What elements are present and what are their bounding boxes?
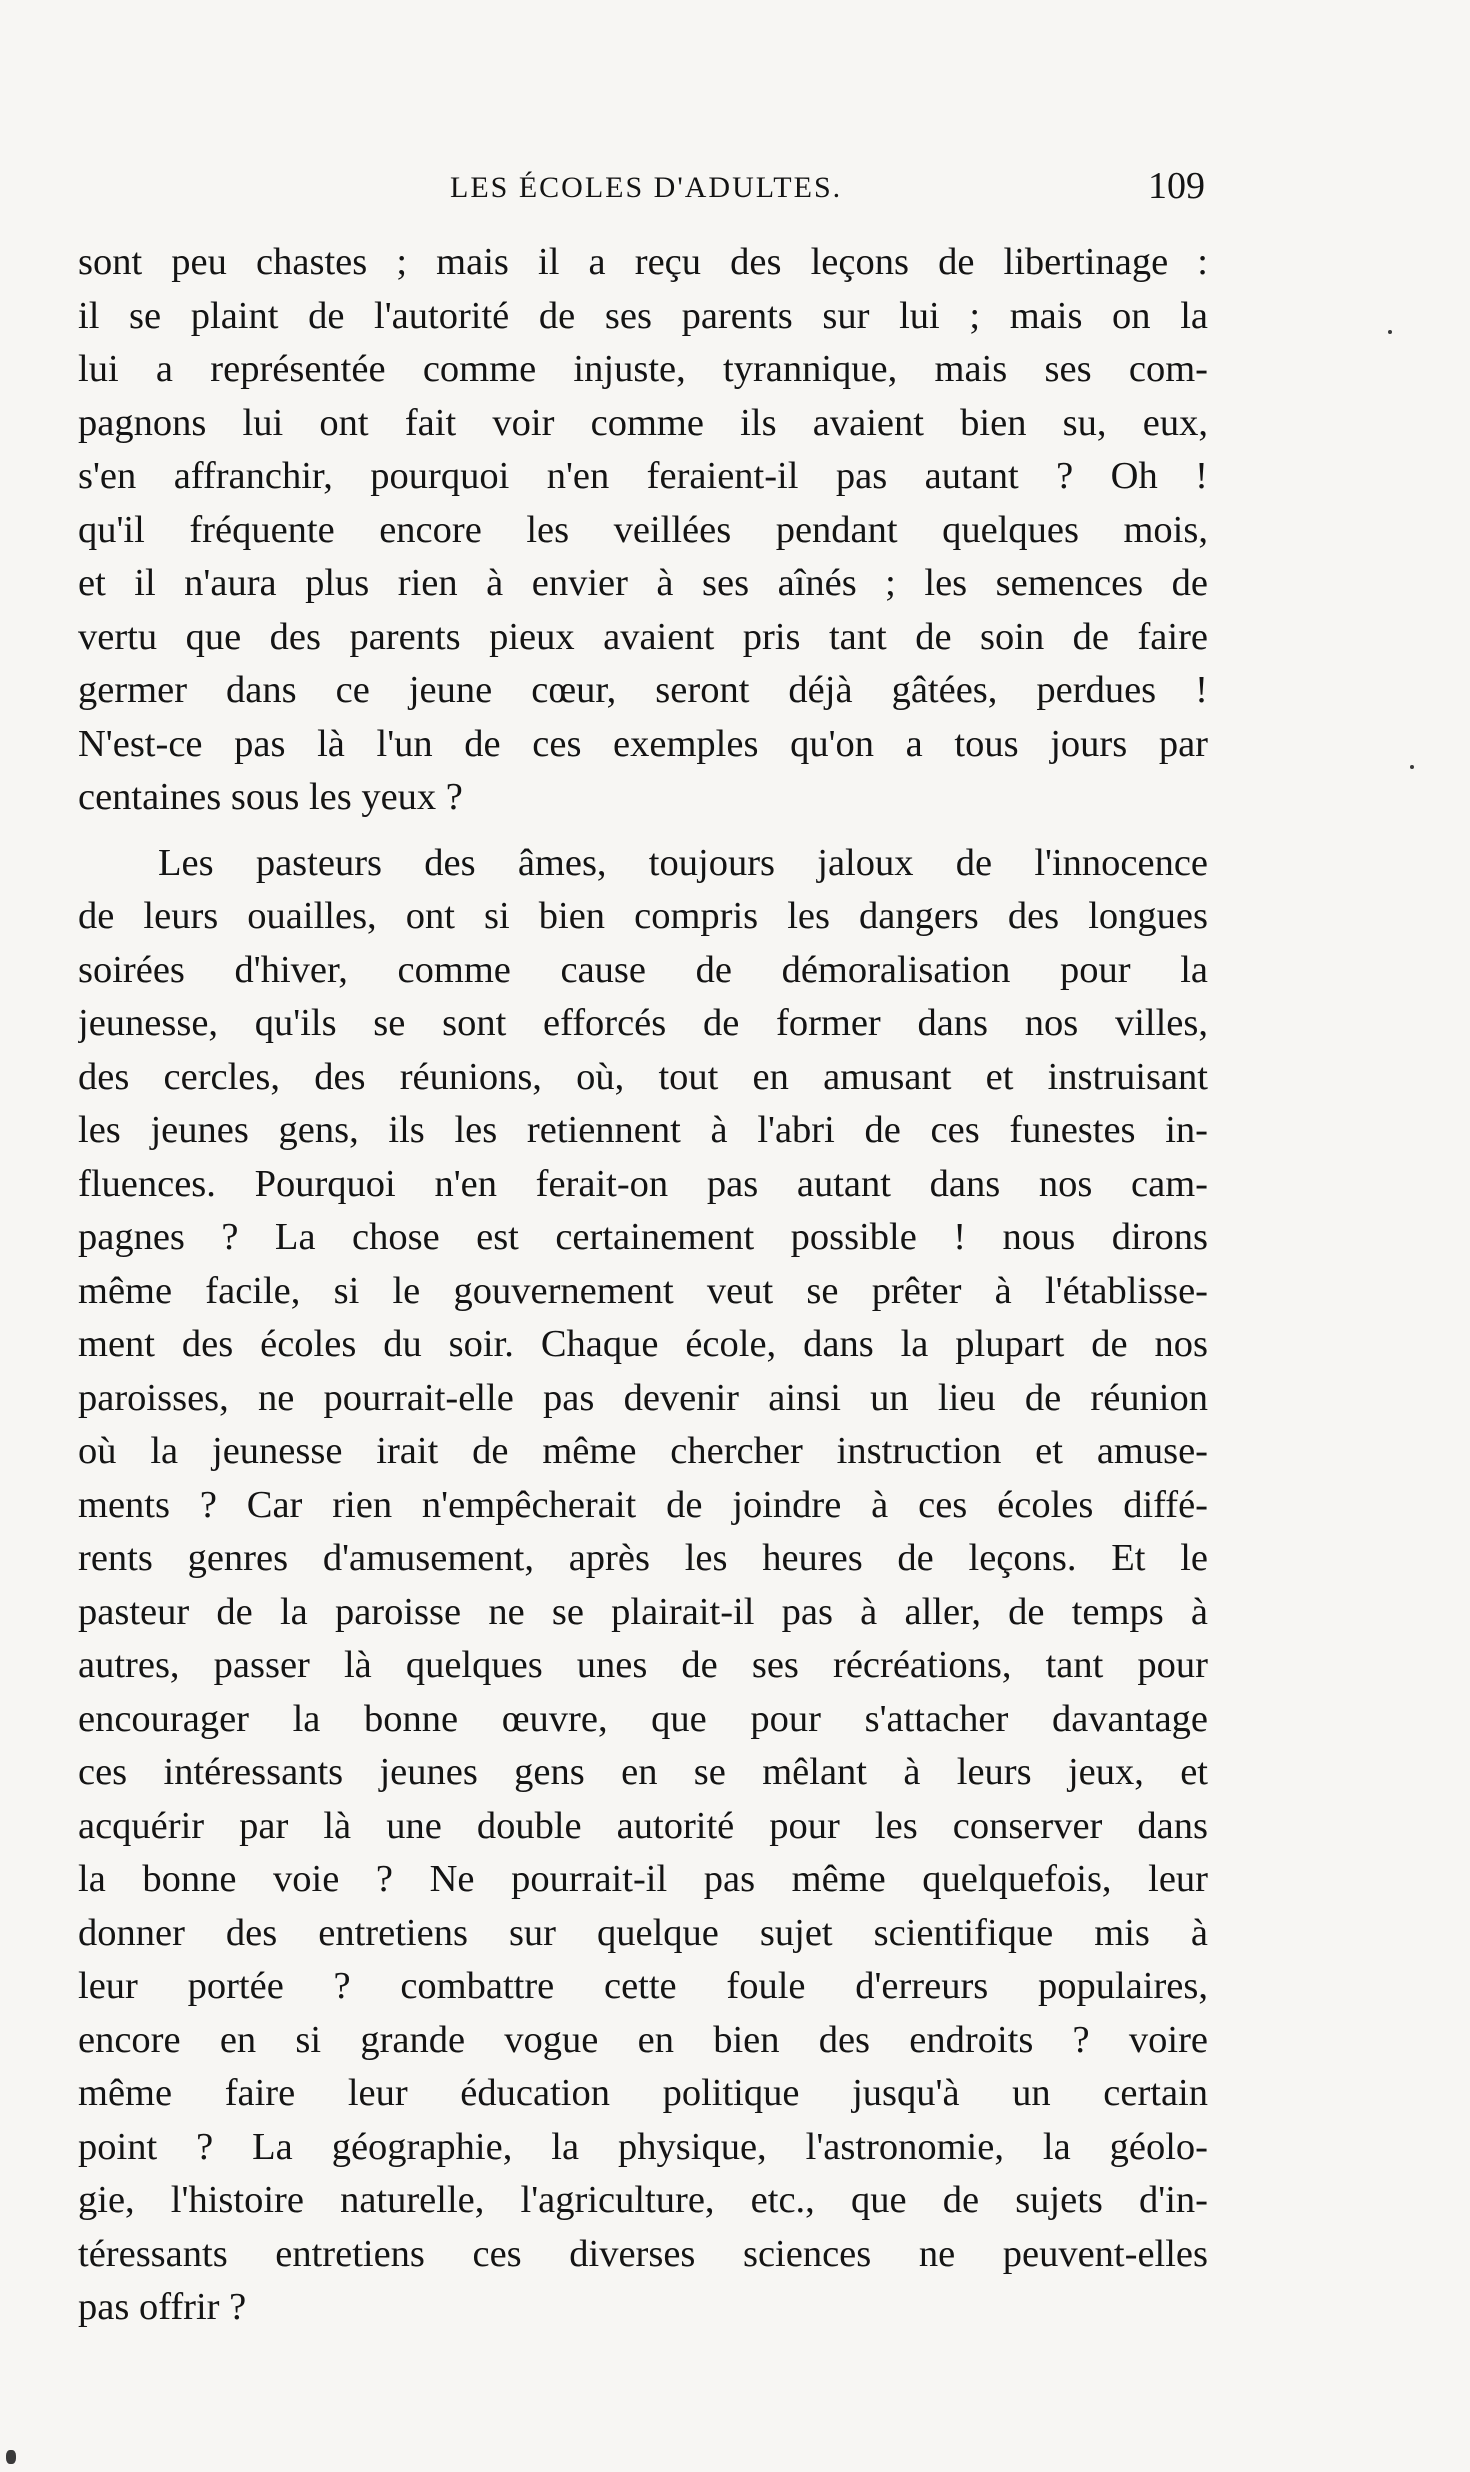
- text-line: de leurs ouailles, ont si bien compris les dangers des longues: [78, 895, 1208, 937]
- text-line: donner des entretiens sur quelque sujet scientifique mis à: [78, 1911, 1208, 1954]
- text-line: téressants entretiens ces diverses sciences ne peuvent-elles: [78, 2232, 1208, 2275]
- text-line: fluences. Pourquoi n'en ferait-on pas autant dans nos cam-: [78, 1162, 1208, 1205]
- text-line: gie, l'histoire naturelle, l'agriculture, etc., que de sujets d'in-: [78, 2179, 1208, 2221]
- text-line: N'est-ce pas là l'un de ces exemples qu'on a tous jours par: [78, 722, 1208, 765]
- scan-speck: [1410, 765, 1414, 769]
- text-line: la bonne voie ? Ne pourrait-il pas même quelquefois, leur: [78, 1858, 1208, 1900]
- text-line: et il n'aura plus rien à envier à ses aînés ; les semences de: [78, 562, 1208, 604]
- text-line: jeunesse, qu'ils se sont efforcés de former dans nos villes,: [78, 1002, 1208, 1044]
- text-line: même facile, si le gouvernement veut se prêter à l'établisse-: [78, 1269, 1208, 1312]
- running-title: LES ÉCOLES D'ADULTES.: [450, 171, 843, 204]
- text-line: pagnes ? La chose est certainement possible ! nous dirons: [78, 1216, 1208, 1258]
- text-line: même faire leur éducation politique jusqu'à un certain: [78, 2072, 1208, 2114]
- paragraph-2: [78, 837, 1208, 2335]
- scan-speck: [1388, 330, 1392, 334]
- text-line: rents genres d'amusement, après les heures de leçons. Et le: [78, 1537, 1208, 1579]
- text-line: ment des écoles du soir. Chaque école, dans la plupart de nos: [78, 1323, 1208, 1365]
- text-line: pasteur de la paroisse ne se plairait-il pas à aller, de temps à: [78, 1590, 1208, 1633]
- text-line: autres, passer là quelques unes de ses récréations, tant pour: [78, 1644, 1208, 1686]
- text-line: soirées d'hiver, comme cause de démoralisation pour la: [78, 948, 1208, 991]
- body-text: [78, 236, 1208, 2335]
- text-line: germer dans ce jeune cœur, seront déjà gâtées, perdues !: [78, 669, 1208, 711]
- text-line: encore en si grande vogue en bien des endroits ? voire: [78, 2018, 1208, 2061]
- text-line: pas offrir ?: [78, 2286, 247, 2328]
- text-line: s'en affranchir, pourquoi n'en feraient-il pas autant ? Oh !: [78, 455, 1208, 497]
- text-line: des cercles, des réunions, où, tout en amusant et instruisant: [78, 1055, 1208, 1098]
- text-line: lui a représentée comme injuste, tyrannique, mais ses com-: [78, 348, 1208, 390]
- text-line: point ? La géographie, la physique, l'astronomie, la géolo-: [78, 2125, 1208, 2168]
- text-line: sont peu chastes ; mais il a reçu des leçons de libertinage :: [78, 241, 1208, 283]
- paragraph-gap: [78, 825, 1208, 837]
- text-line: ces intéressants jeunes gens en se mêlant à leurs jeux, et: [78, 1751, 1208, 1793]
- text-line: les jeunes gens, ils les retiennent à l'abri de ces funestes in-: [78, 1109, 1208, 1151]
- text-line: Les pasteurs des âmes, toujours jaloux de l'innocence: [158, 841, 1208, 884]
- text-line: paroisses, ne pourrait-elle pas devenir ainsi un lieu de réunion: [78, 1376, 1208, 1419]
- text-line: il se plaint de l'autorité de ses parents sur lui ; mais on la: [78, 294, 1208, 337]
- text-line: où la jeunesse irait de même chercher instruction et amuse-: [78, 1430, 1208, 1472]
- page-number: 109: [1148, 165, 1205, 207]
- text-line: centaines sous les yeux ?: [78, 776, 463, 818]
- scan-speck: [6, 2450, 16, 2464]
- text-line: vertu que des parents pieux avaient pris tant de soin de faire: [78, 615, 1208, 658]
- paragraph-1: [78, 236, 1208, 825]
- text-line: ments ? Car rien n'empêcherait de joindre à ces écoles diffé-: [78, 1483, 1208, 1526]
- text-line: pagnons lui ont fait voir comme ils avaient bien su, eux,: [78, 401, 1208, 444]
- text-line: leur portée ? combattre cette foule d'erreurs populaires,: [78, 1965, 1208, 2007]
- text-line: qu'il fréquente encore les veillées pendant quelques mois,: [78, 508, 1208, 551]
- text-line: acquérir par là une double autorité pour les conserver dans: [78, 1804, 1208, 1847]
- text-line: encourager la bonne œuvre, que pour s'attacher davantage: [78, 1697, 1208, 1740]
